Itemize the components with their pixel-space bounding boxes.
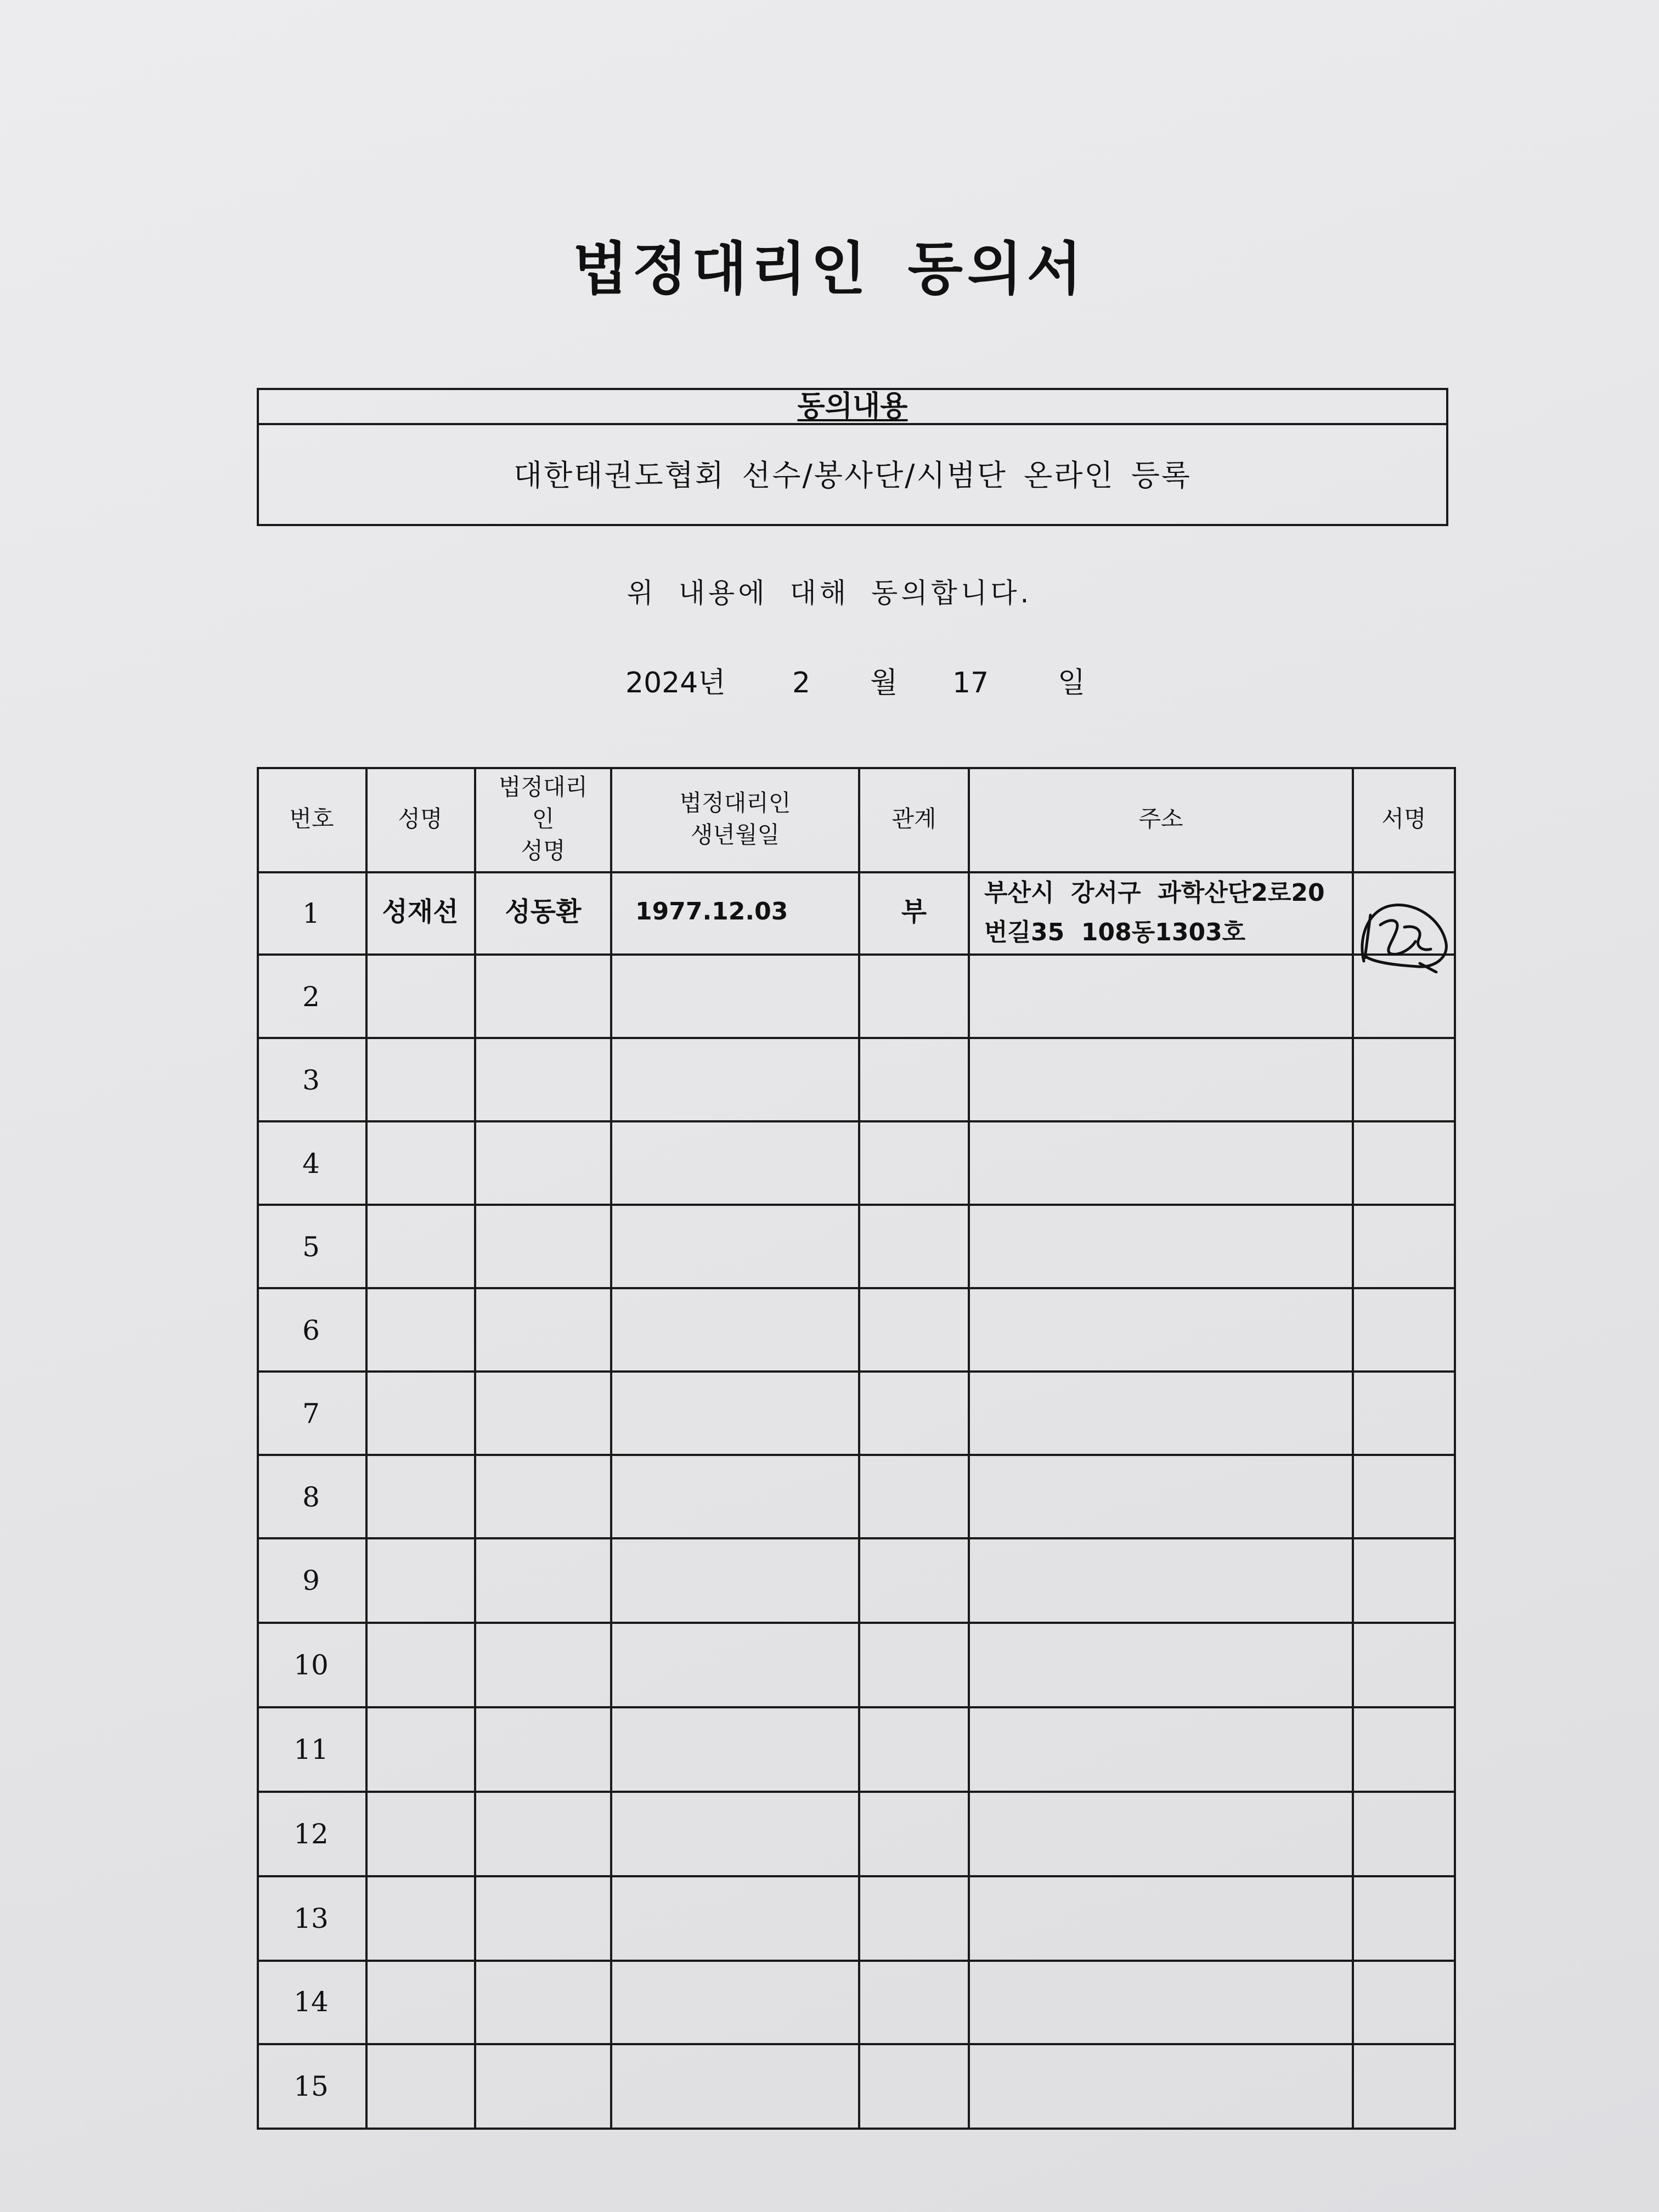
table-row-divider <box>257 1960 1456 1962</box>
table-row-divider <box>257 1037 1456 1039</box>
consent-heading-text: 동의내용 <box>797 390 908 423</box>
table-column-divider <box>610 767 612 2130</box>
table-row-divider <box>257 1706 1456 1708</box>
row1-guardian-name: 성동환 <box>505 896 582 927</box>
row-number: 2 <box>302 981 320 1013</box>
consent-content: 대한태권도협회 선수/봉사단/시범단 온라인 등록 <box>513 458 1192 493</box>
row1-address-line1: 부산시 강서구 과학산단2로20 <box>984 879 1325 907</box>
table-row-divider <box>257 1454 1456 1456</box>
table-row-divider <box>257 1204 1456 1206</box>
table-column-divider <box>858 767 860 2130</box>
date-year: 2024년 <box>625 667 726 699</box>
row1-relation: 부 <box>901 896 927 927</box>
table-row-divider <box>257 1120 1456 1122</box>
row-number: 9 <box>302 1565 320 1596</box>
header-guardian-birth: 법정대리인 생년월일 <box>679 789 791 848</box>
table-border-right <box>1454 767 1456 2130</box>
row1-address-line2: 번길35 108동1303호 <box>984 918 1246 946</box>
header-no: 번호 <box>289 805 334 832</box>
table-row-divider <box>257 1287 1456 1289</box>
header-signature: 서명 <box>1381 805 1426 832</box>
table-row-divider <box>257 953 1456 956</box>
consent-heading <box>259 390 1446 425</box>
row1-guardian-birth: 1977.12.03 <box>635 898 788 926</box>
row-number: 10 <box>294 1649 329 1681</box>
table-column-divider <box>474 767 476 2130</box>
date-month: 2 <box>792 667 811 699</box>
row-number: 13 <box>294 1903 329 1934</box>
table-row-divider <box>257 1622 1456 1624</box>
row-number: 5 <box>302 1231 320 1263</box>
row-number: 4 <box>302 1148 320 1180</box>
table-row-divider <box>257 1791 1456 1793</box>
document-title: 법정대리인 동의서 <box>573 235 1086 302</box>
row-number: 8 <box>302 1481 320 1513</box>
table-row-divider <box>257 2043 1456 2045</box>
table-column-divider <box>365 767 368 2130</box>
date-day: 17 <box>952 667 989 699</box>
row-number: 14 <box>294 1986 329 2018</box>
header-name: 성명 <box>398 805 443 832</box>
consent-box <box>257 388 1448 526</box>
header-relation: 관계 <box>891 805 936 832</box>
row1-name: 성재선 <box>382 896 459 927</box>
row-number: 6 <box>302 1314 320 1346</box>
row-number: 1 <box>302 898 320 929</box>
header-address: 주소 <box>1138 805 1183 832</box>
table-border-bottom <box>257 2128 1456 2130</box>
handwritten-signature <box>1354 896 1453 973</box>
table-row-divider <box>257 1875 1456 1877</box>
registration-table <box>257 767 1456 2130</box>
row-number: 12 <box>294 1818 329 1850</box>
row-number: 15 <box>294 2070 329 2102</box>
row-number: 7 <box>302 1398 320 1430</box>
row-number: 11 <box>294 1734 329 1765</box>
date-month-unit: 월 <box>870 667 898 699</box>
table-row-divider <box>257 1370 1456 1373</box>
table-row-divider <box>257 1537 1456 1539</box>
header-guardian-name: 법정대리 인 성명 <box>498 774 588 864</box>
agreement-statement: 위 내용에 대해 동의합니다. <box>627 577 1032 609</box>
date-day-unit: 일 <box>1058 667 1086 699</box>
table-column-divider <box>968 767 970 2130</box>
row-number: 3 <box>302 1064 320 1096</box>
